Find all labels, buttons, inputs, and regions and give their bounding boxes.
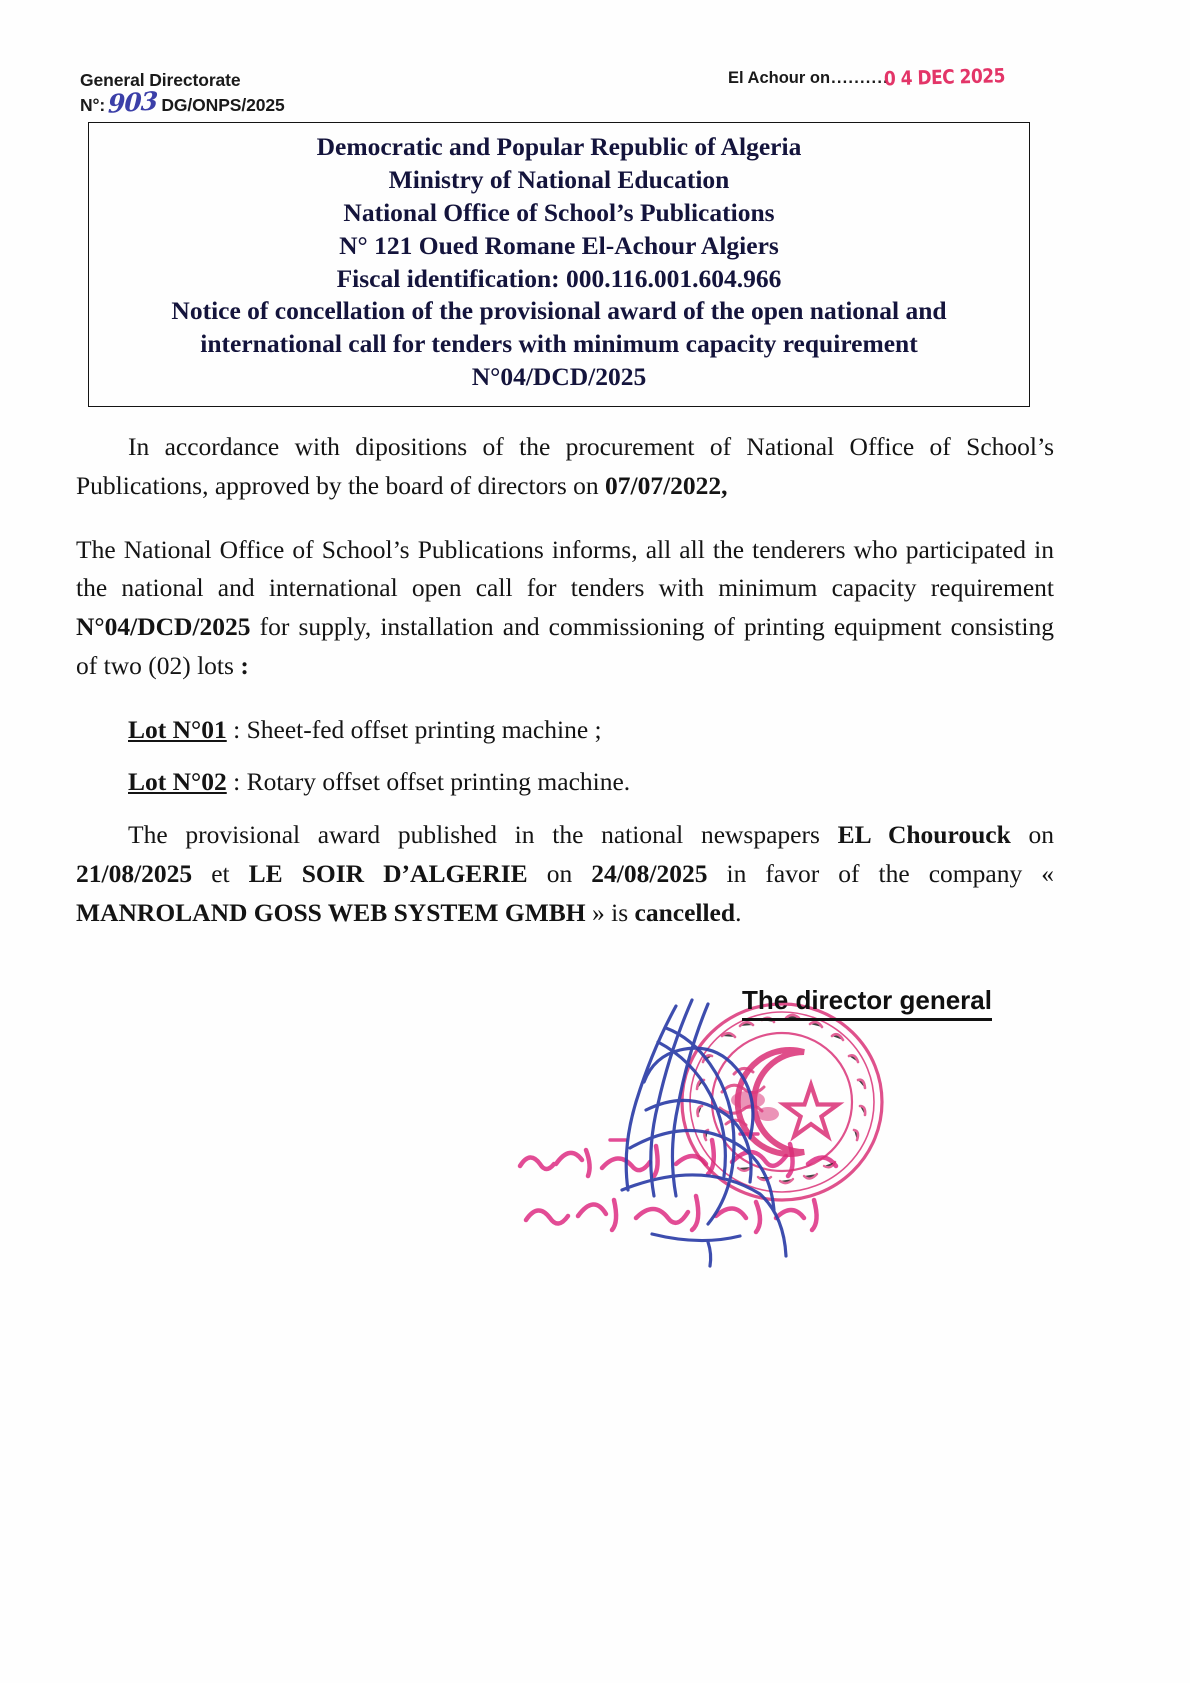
document-body (76, 428, 1054, 957)
title-line-country: Democratic and Popular Republic of Algeria (316, 132, 802, 161)
cancellation-text-2: in favor of the company « (707, 858, 1054, 888)
handwritten-reference-number: 903 (107, 86, 158, 120)
title-line-ministry: Ministry of National Education (388, 164, 730, 194)
title-box (88, 122, 1030, 407)
paragraph-cancellation (76, 816, 1054, 932)
signature-title: The director general (742, 985, 992, 1021)
paragraph-accordance (76, 428, 1054, 506)
paragraph-informs-text-2: for supply, installation and commissioning of printing equipment consisting of two (02) lots (76, 612, 1054, 680)
tender-reference: N°04/DCD/2025 (76, 612, 251, 641)
cancellation-on-1: on (1010, 820, 1054, 849)
board-approval-date: 07/07/2022, (605, 470, 728, 500)
handwritten-signature-ink (470, 990, 890, 1270)
notice-title-line-2: international call for tenders with minimum capacity requirement (200, 329, 918, 359)
reference-number-line (80, 86, 285, 120)
newspaper-2: LE SOIR D’ALGERIE (248, 858, 528, 888)
date-stamp: 0 4 DEC 2025 (883, 64, 1006, 92)
cancellation-on-2: on (527, 858, 592, 888)
lot-item-2 (76, 763, 1054, 802)
reference-prefix: N°: (80, 95, 106, 116)
lot-item-1 (76, 711, 1054, 750)
dot-leader: .......... (831, 69, 889, 87)
notice-title-reference: N°04/DCD/2025 (471, 362, 647, 392)
cancelled-keyword: cancelled (634, 897, 736, 927)
publication-date-1: 21/08/2025 (76, 858, 193, 888)
paragraph-informs (76, 531, 1054, 686)
publication-date-2: 24/08/2025 (591, 858, 708, 888)
paragraph-informs-text-1: The National Office of School’s Publications informs, all all the tenderers who participated in the national and international open call for tenders with minimum capacity requirement (76, 534, 1054, 603)
directorate-label: General Directorate (80, 70, 241, 90)
cancellation-text-1: The provisional award published in the national newspapers (128, 820, 838, 849)
place-label: El Achour on (728, 69, 831, 87)
cancellation-period: . (735, 897, 742, 927)
notice-title-line-1: Notice of concellation of the provisional award of the open national and (171, 296, 947, 326)
title-line-office: National Office of School’s Publications (343, 197, 775, 227)
lot-2-description: : Rotary offset offset printing machine. (226, 767, 631, 797)
paragraph-accordance-text: In accordance with dipositions of the procurement of National Office of School’s Publications, approved by the board of directors on (76, 432, 1054, 500)
cancellation-conjunction: et (192, 858, 249, 888)
title-line-address: N° 121 Oued Romane El-Achour Algiers (339, 230, 779, 260)
awarded-company-name: MANROLAND GOSS WEB SYSTEM GMBH (76, 897, 586, 927)
newspaper-1: EL Chourouck (837, 820, 1011, 849)
reference-suffix: DG/ONPS/2025 (161, 95, 285, 116)
cancellation-text-3: » is (585, 897, 635, 927)
paragraph-informs-colon: : (240, 650, 249, 680)
letterhead-left (80, 68, 285, 119)
lot-1-label: Lot N°01 (128, 714, 227, 744)
lot-1-description: : Sheet-fed offset printing machine ; (226, 714, 602, 744)
lot-2-label: Lot N°02 (128, 767, 227, 797)
letterhead-right (728, 64, 1006, 92)
title-line-fiscal-id: Fiscal identification: 000.116.001.604.966 (336, 263, 782, 293)
